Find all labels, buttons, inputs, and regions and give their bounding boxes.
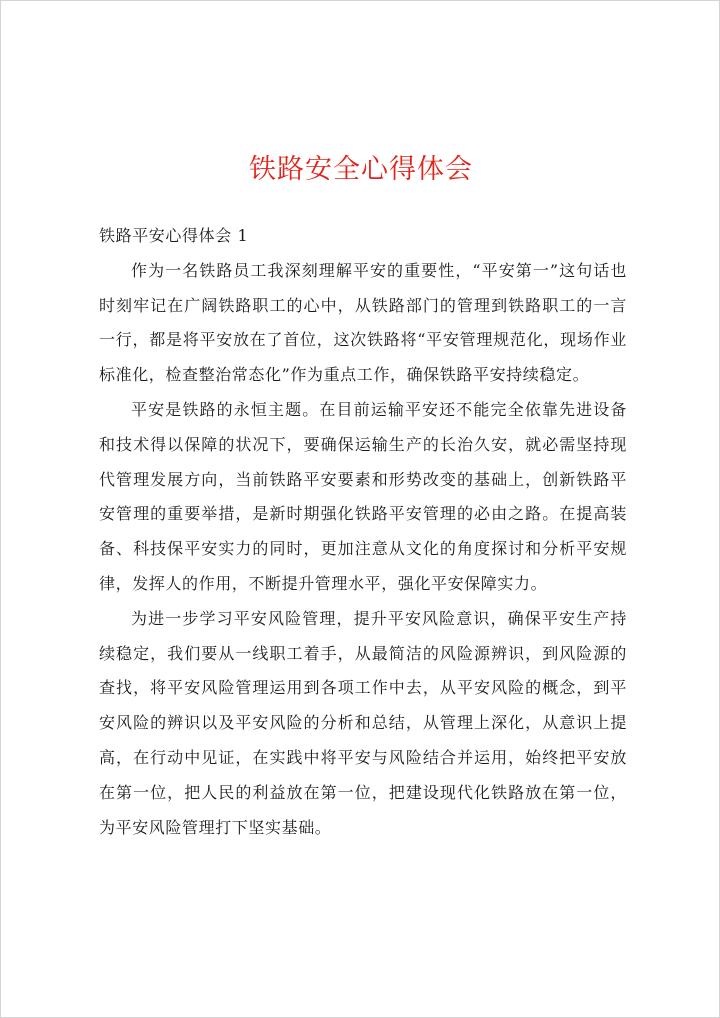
- paragraph-1: 作为一名铁路员工我深刻理解平安的重要性，“平安第一”这句话也时刻牢记在广阔铁路职工的心中，从铁路部门的管理到铁路职工的一言一行，都是将平安放在了首位，这次铁路将“平安管理规范化，现场作业标准化，检查整治常态化”作为重点工作，确保铁路平安持续稳定。: [99, 260, 627, 385]
- paragraph-3: 为进一步学习平安风险管理，提升平安风险意识，确保平安生产持续稳定，我们要从一线职工着手，从最简洁的风险源辨识，到风险源的查找，将平安风险管理运用到各项工作中去，从平安风险的概念，到平安风险的辨识以及平安风险的分析和总结，从管理上深化，从意识上提高，在行动中见证，在实践中将平安与风险结合并运用，始终把平安放在第一位，把人民的利益放在第一位，把建设现代化铁路放在第一位，为平安风险管理打下坚实基础。: [99, 608, 627, 837]
- page-title: 铁路安全心得体会: [249, 154, 473, 185]
- paragraph-2: 平安是铁路的永恒主题。在目前运输平安还不能完全依靠先进设备和技术得以保障的状况下，要确保运输生产的长治久安，就必需坚持现代管理发展方向，当前铁路平安要素和形势改变的基础上，创新铁路平安管理的重要举措，是新时期强化铁路平安管理的必由之路。在提高装备、科技保平安实力的同时，更加注意从文化的角度探讨和分析平安规律，发挥人的作用，不断提升管理水平，强化平安保障实力。: [99, 399, 627, 593]
- section-subtitle: 铁路平安心得体会 1: [99, 226, 249, 245]
- document-body: [99, 219, 627, 845]
